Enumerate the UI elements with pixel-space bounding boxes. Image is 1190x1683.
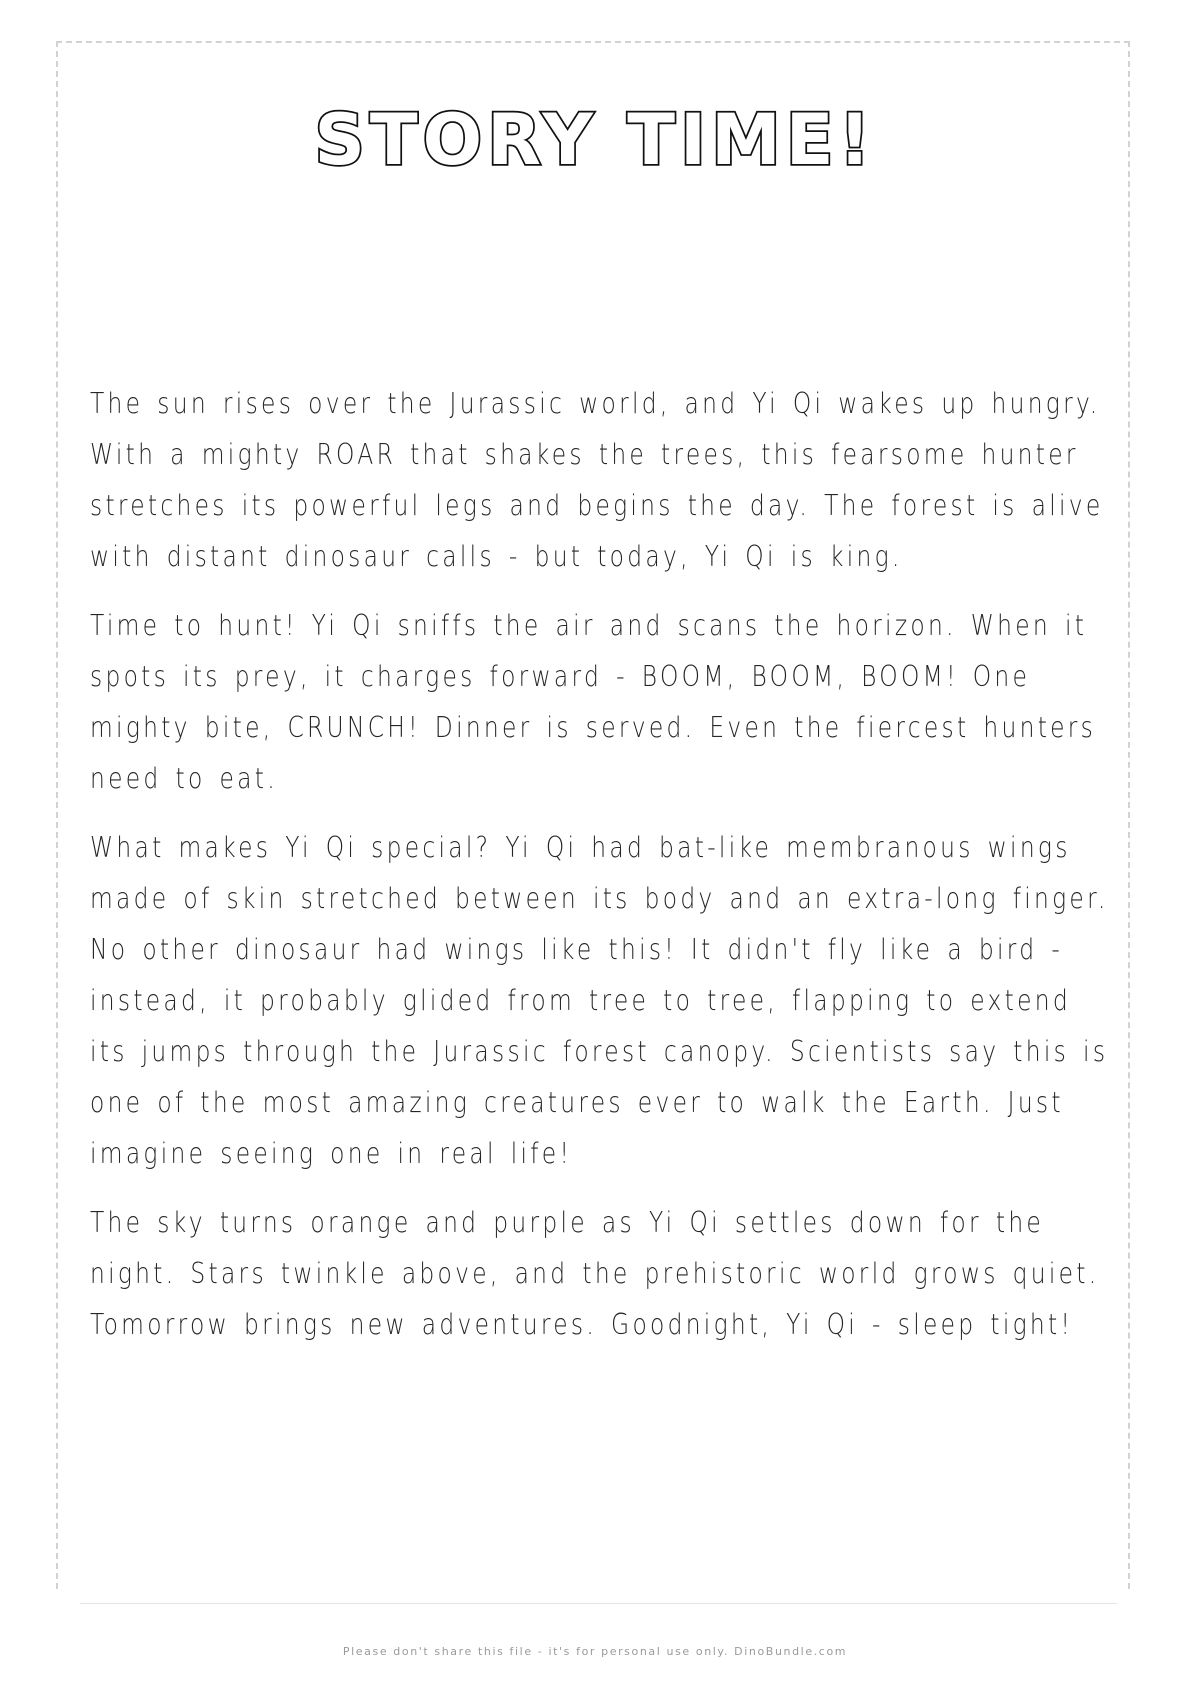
story-paragraph-night: The sky turns orange and purple as Yi Qi settles down for the night. Stars twinkle above, and the prehistoric world grows quiet. Tomorrow brings new adventures. Goodnight, Yi Qi - sleep tight! bbox=[90, 1206, 1100, 1341]
story-paragraph-morning: The sun rises over the Jurassic world, and Yi Qi wakes up hungry. With a mighty ROAR that shakes the trees, this fearsome hunter stretches its powerful legs and begins the day. The forest is alive with distant dinosaur calls - but today, Yi Qi is king. bbox=[90, 387, 1104, 573]
footer-copyright-note: Please don't share this file - it's for personal use only. DinoBundle.com bbox=[342, 1645, 848, 1658]
footer-divider bbox=[80, 1603, 1117, 1604]
story-body bbox=[90, 378, 1115, 1368]
story-paragraph-hunt: Time to hunt! Yi Qi sniffs the air and scans the horizon. When it spots its prey, it charges forward - BOOM, BOOM, BOOM! One mighty bite, CRUNCH! Dinner is served. Even the fiercest hunters need to eat. bbox=[90, 609, 1097, 795]
story-paragraph-facts: What makes Yi Qi special? Yi Qi had bat-like membranous wings made of skin stretched between its body and an extra-long finger. No other dinosaur had wings like this! It didn't fly like a bird - instead, it probably glided from tree to tree, flapping to extend its jumps through the Jurassic forest canopy. Scientists say this is one of the most amazing creatures ever to walk the Earth. Just imagine seeing one in real life! bbox=[90, 831, 1109, 1170]
page-title: STORY TIME! bbox=[314, 99, 876, 181]
